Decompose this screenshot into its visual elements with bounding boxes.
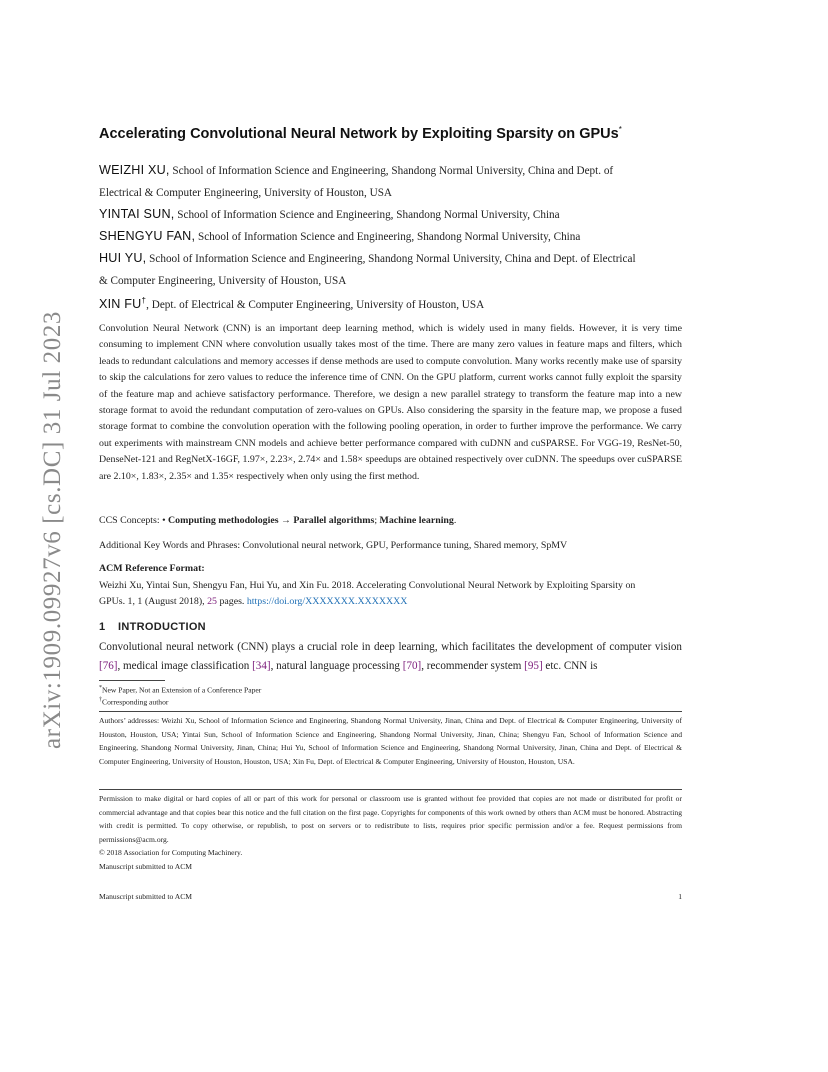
citation-link[interactable]: [34] [252, 659, 271, 672]
author-name: YINTAI SUN, [99, 207, 175, 221]
manuscript-note: Manuscript submitted to ACM [99, 861, 193, 871]
page-count-link[interactable]: 25 [207, 596, 217, 607]
author-name: WEIZHI XU, [99, 163, 170, 177]
citation-link[interactable]: [70] [402, 659, 422, 672]
introduction-paragraph: Convolutional neural network (CNN) plays a crucial role in deep learning, which facilitates the development of computer vision [76], medical image classification [34], natural language processing [70], recommender system [95] etc. CNN is [99, 641, 682, 672]
acm-reference-text: GPUs. 1, 1 (August 2018), [99, 596, 205, 607]
author-affiliation: School of Information Science and Engineering, Shandong Normal University, China [197, 231, 581, 243]
abstract: Convolution Neural Network (CNN) is an important deep learning method, which is widely used in many fields. However, it is very time consuming to implement CNN where convolution usually takes most of the time. There are many zero values in feature maps and filters, which leads to redundant calculations and memory accesses if dense methods are used to compute convolution. Many works recently make use of sparsity to skip the calculations for zero values to reduce the inference time of CNN. On the GPU platform, current works cannot fully exploit the sparsity of the feature map and achieve satisfactory performance. Therefore, we design a new parallel strategy to transform the feature map into a new storage format to avoid the redundant computation of zero-values on GPUs. Also considering the sparsity in the feature map, we propose a fused storage format to combine the convolution operation with the following pooling operation, in order to further improve the performance. We carry out experiments with mainstream CNN models and achieve better performance compared with cuDNN and cuSPARSE. For VGG-19, ResNet-50, DenseNet-121 and RegNetX-16GF, 1.97×, 2.23×, 2.74× and 1.58× speedups are obtained respectively over cuDNN. The speedups over cuSPARSE are 2.10×, 1.83×, 2.35× and 1.35× respectively when only using the first method. [99, 323, 683, 482]
title-footnote-mark: * [618, 125, 622, 134]
section-heading [99, 621, 206, 633]
author-affiliation: , Dept. of Electrical & Computer Engineering, University of Houston, USA [146, 299, 485, 312]
corresponding-mark: † [141, 296, 147, 305]
acm-reference: Weizhi Xu, Yintai Sun, Shengyu Fan, Hui Yu, and Xin Fu. 2018. Accelerating Convolutional Neural Network by Exploiting Sparsity on GPUs. 1, 1 (August 2018), 25 pages. https://doi.org/XXXXXXX.XXXXXXX [99, 580, 636, 607]
author-affiliation-cont: & Computer Engineering, University of Houston, USA [99, 275, 347, 287]
section-number: 1 [99, 621, 106, 633]
footer-label: Manuscript submitted to ACM [99, 892, 193, 901]
author-name: SHENGYU FAN, [99, 229, 196, 243]
footnote-divider [99, 680, 165, 681]
author-affiliation: School of Information Science and Engineering, Shandong Normal University, China and Dept. of [172, 165, 614, 177]
ccs-concepts [99, 513, 682, 529]
author-affiliation: School of Information Science and Engineering, Shandong Normal University, China [177, 209, 560, 221]
doi-link[interactable]: https://doi.org/XXXXXXX.XXXXXXX [246, 596, 408, 607]
ccs-prefix: CCS Concepts: • [99, 515, 166, 526]
ccs-end: . [453, 515, 457, 526]
address-divider [99, 711, 682, 712]
acm-reference-text: Weizhi Xu, Yintai Sun, Shengyu Fan, Hui Yu, and Xin Fu. 2018. Accelerating Convolutional Neural Network by Exploiting Sparsity on [99, 580, 636, 591]
paper-title [99, 125, 739, 142]
page-footer [99, 892, 682, 901]
permission-notice: Permission to make digital or hard copies of all or part of this work for personal or classroom use is granted without fee provided that copies are not made or distributed for profit or commercial advantage and that copies bear this notice and the full citation on the first page. Copyrights for components of this work owned by others than ACM must be honored. Abstracting with credit is permitted. To copy otherwise, or republish, to post on servers or to redistribute to lists, requires prior specific permission and/or a fee. Request permissions from permissions@acm.org. © 2018 Association for Computing Machinery. Manuscript submitted to ACM [99, 794, 682, 871]
footnote: †Corresponding author [99, 697, 169, 707]
arxiv-side-stamp [39, 310, 66, 750]
citation-link[interactable]: [76] [99, 659, 118, 672]
title-text: Accelerating Convolutional Neural Network by Exploiting Sparsity on GPUs [99, 125, 619, 142]
section-title: INTRODUCTION [118, 621, 206, 633]
author-block-1 [99, 159, 689, 204]
author-block-4 [99, 247, 689, 292]
author-affiliation: School of Information Science and Engineering, Shandong Normal University, China and Dept. of Electrical [149, 253, 636, 265]
ccs-term: Machine learning [379, 515, 454, 526]
ccs-separator: ; [374, 515, 378, 526]
author-addresses: Authors’ addresses: Weizhi Xu, School of Information Science and Engineering, Shandong Normal University, Jinan, China and Dept. of Electrical & Computer Engineering, University of Houston, Houston, USA; Yintai Sun, School of Information Science and Engineering, Shandong Normal University, Jinan, China; Shengyu Fan, School of Information Science and Engineering, Shandong Normal University, Jinan, China; Hui Yu, School of Information Science and Engineering, Shandong Normal University, Jinan, China and Dept. of Electrical & Computer Engineering, University of Houston, Houston, USA; Xin Fu, Dept. of Electrical & Computer Engineering, University of Houston, Houston, USA. [99, 716, 682, 766]
arxiv-identifier: arXiv:1909.09927v6 [cs.DC] 31 Jul 2023 [39, 310, 66, 750]
author-block-3 [99, 225, 689, 248]
keywords: Additional Key Words and Phrases: Convolutional neural network, GPU, Performance tuning, Shared memory, SpMV [99, 540, 568, 551]
author-block-2 [99, 203, 689, 226]
author-affiliation-cont: Electrical & Computer Engineering, University of Houston, USA [99, 187, 392, 199]
page-number: 1 [678, 892, 682, 901]
author-name: HUI YU, [99, 251, 147, 265]
copyright-line: © 2018 Association for Computing Machinery. [99, 848, 243, 858]
footnote: *New Paper, Not an Extension of a Conference Paper [99, 685, 262, 695]
ccs-term: Computing methodologies → Parallel algorithms [168, 515, 375, 526]
author-block-5 [99, 290, 689, 316]
acm-reference-heading: ACM Reference Format: [99, 563, 205, 574]
author-name: XIN FU† [99, 296, 147, 312]
citation-link[interactable]: [95] [524, 659, 543, 672]
permission-divider [99, 789, 682, 790]
